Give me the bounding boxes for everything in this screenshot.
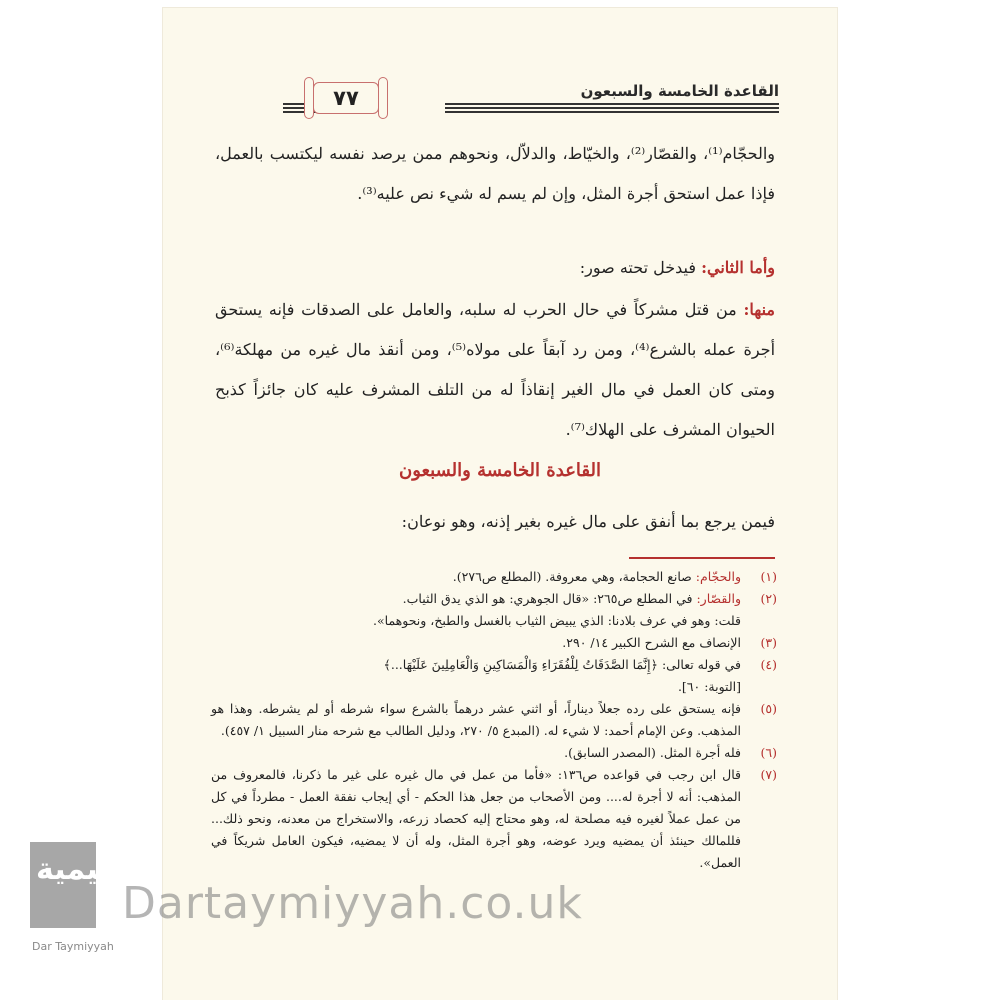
footnote-number: (٦)	[760, 745, 777, 760]
paragraph-3	[215, 290, 775, 450]
footnote-number: (٤)	[760, 657, 777, 672]
watermark-url: Dartaymiyyah.co.uk	[122, 878, 583, 929]
paragraph-1: والحجّام⁽¹⁾، والقصّار⁽²⁾، والخيّاط، والدلاّل، ونحوهم ممن يرصد نفسه ليكتسب بالعمل، فإذا عمل استحق أجرة المثل، وإن لم يسم له شيء نص عليه⁽³⁾.	[215, 144, 775, 203]
footnote-number: (٣)	[760, 635, 777, 650]
footnote-number: (٥)	[760, 701, 777, 716]
footnote-2-continued: قلت: وهو في عرف بلادنا: الذي يبيض الثياب بالغسل والطبخ، ونحوهما».	[373, 613, 741, 628]
header-rule	[445, 103, 779, 105]
footnote-1	[211, 566, 777, 588]
footnote-number: (٧)	[760, 767, 777, 782]
header-rule	[445, 107, 779, 109]
paragraph-3-text: من قتل مشركاً في حال الحرب له سلبه، والعامل على الصدقات فإنه يستحق أجرة عمله بالشرع⁽⁴⁾، ومن رد آبقاً على مولاه⁽⁵⁾، ومن أنقذ مال غيره من مهلكة⁽⁶⁾، ومتى كان العمل في مال الغير إنقاذاً له من التلف المشرف عليه كان جائزاً كذبح الحيوان المشرف على الهلاك⁽⁷⁾.	[215, 300, 776, 439]
footnote-text: الإنصاف مع الشرح الكبير ١٤/ ٢٩٠.	[562, 635, 741, 650]
footnote-term: والقصّار:	[696, 591, 741, 606]
footnote-text: قال ابن رجب في قواعده ص١٣٦: «فأما من عمل في مال غيره على غير ما ذكرنا، فالمعروف من المذهب: أنه لا أجرة له.... ومن الأصحاب من جعل هذا الحكم - أي إيجاب نفقة العمل - مطرداً في كل من عمل عملاً لغيره فيه مصلحة له، وهو محتاج إليه كحصاد زرعه، والاستخراج من معدنه، ونحو ذلك... فللمالك حينئذ أن يمضيه ويرد عوضه، وهو أجرة المثل، وله أن لا يمضيه، فيكون العامل شريكاً في العمل».	[211, 767, 742, 870]
footnote-2	[211, 588, 777, 610]
footnotes	[211, 566, 777, 874]
footnote-4	[211, 654, 777, 676]
paragraph-2	[215, 248, 775, 288]
footnote-text: فإنه يستحق على رده جعلاً ديناراً، أو اثني عشر درهماً بالشرع سواء شرطه أو لم يشرطه. وهذا هو المذهب. وعن الإمام أحمد: لا شيء له. (المبدع ٥/ ٢٧٠، ودليل الطالب مع شرحه منار السبيل ١/ ٤٥٧).	[211, 701, 741, 738]
paragraph-2-text: فيدخل تحته صور:	[579, 258, 696, 277]
page-number-scroll-ornament: ٧٧	[313, 82, 379, 114]
paragraph-2-label: وأما الثاني:	[701, 258, 775, 277]
footnote-separator	[629, 557, 775, 559]
header-rule	[445, 111, 779, 113]
footnote-5	[211, 698, 777, 742]
footnote-number: (٢)	[760, 591, 777, 606]
footnote-text: في المطلع ص٢٦٥: «قال الجوهري: هو الذي يدق الثياب.	[402, 591, 693, 606]
watermark-caption: Dar Taymiyyah	[32, 940, 114, 953]
footnote-6	[211, 742, 777, 764]
footnote-4-continued: [التوبة: ٦٠].	[677, 679, 741, 694]
footnote-text: صانع الحجامة، وهي معروفة. (المطلع ص٢٧٦).	[452, 569, 692, 584]
footnote-3	[211, 632, 777, 654]
watermark-logo: دار تيمية	[36, 852, 164, 887]
footnote-text: في قوله تعالى: ﴿إِنَّمَا الصَّدَقَاتُ لِلْفُقَرَاءِ وَالْمَسَاكِينِ وَالْعَامِلِينَ عَلَيْهَا...﴾	[383, 657, 741, 672]
footnote-7	[211, 764, 777, 874]
book-page	[163, 8, 837, 1000]
footnote-term: والحجّام:	[695, 569, 741, 584]
paragraph-4: فيمن يرجع بما أنفق على مال غيره بغير إذنه، وهو نوعان:	[401, 512, 775, 531]
section-heading: القاعدة الخامسة والسبعون	[398, 460, 602, 481]
running-header-title: القاعدة الخامسة والسبعون	[580, 82, 779, 100]
footnote-text: فله أجرة المثل. (المصدر السابق).	[564, 745, 741, 760]
footnote-number: (١)	[760, 569, 777, 584]
paragraph-3-label: منها:	[743, 300, 775, 319]
